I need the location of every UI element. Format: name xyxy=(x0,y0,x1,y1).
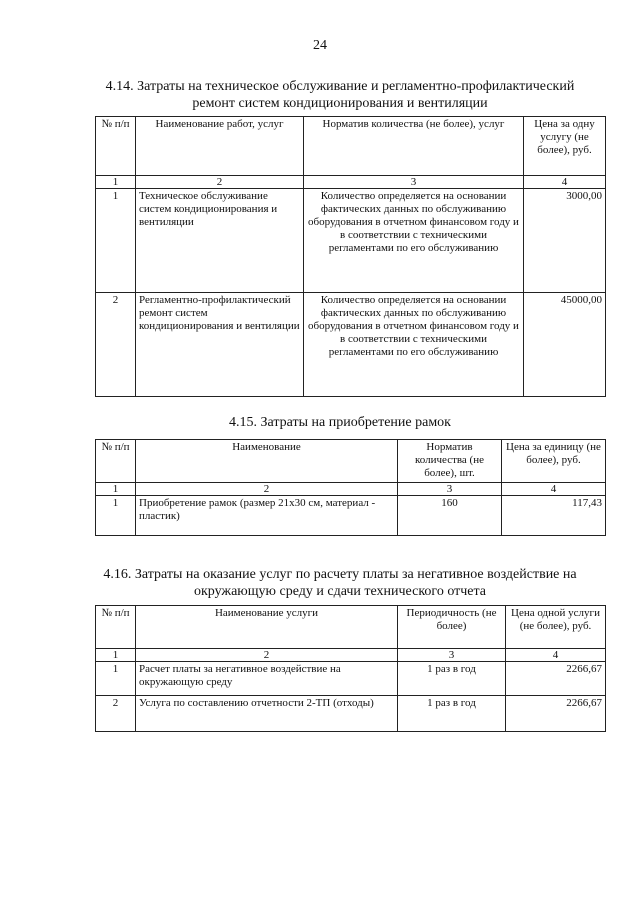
header-norm: Периодичность (не более) xyxy=(398,606,506,649)
table-4-15 xyxy=(95,439,606,536)
col-index: 1 xyxy=(96,176,136,189)
header-name: Наименование xyxy=(136,440,398,483)
column-index-row xyxy=(96,483,606,496)
header-name: Наименование работ, услуг xyxy=(136,117,304,176)
row-name: Приобретение рамок (размер 21х30 см, материал - пластик) xyxy=(136,496,398,536)
header-norm: Норматив количества (не более), услуг xyxy=(304,117,524,176)
page-number: 24 xyxy=(313,38,327,53)
row-name: Услуга по составлению отчетности 2-ТП (отходы) xyxy=(136,696,398,732)
header-price: Цена одной услуги (не более), руб. xyxy=(506,606,606,649)
table-row xyxy=(96,496,606,536)
col-index: 4 xyxy=(524,176,606,189)
table-row xyxy=(96,293,606,397)
table-4-14 xyxy=(95,116,606,397)
col-index: 1 xyxy=(96,649,136,662)
row-num: 2 xyxy=(96,696,136,732)
row-name: Расчет платы за негативное воздействие на окружающую среду xyxy=(136,662,398,696)
header-name: Наименование услуги xyxy=(136,606,398,649)
col-index: 3 xyxy=(398,483,502,496)
col-index: 2 xyxy=(136,483,398,496)
row-norm: 160 xyxy=(398,496,502,536)
table-row xyxy=(96,696,606,732)
table-header-row xyxy=(96,117,606,176)
row-name: Регламентно-профилактический ремонт систем кондиционирования и вентиляции xyxy=(136,293,304,397)
header-num: № п/п xyxy=(96,440,136,483)
col-index: 4 xyxy=(506,649,606,662)
table-4-16 xyxy=(95,605,606,732)
header-norm: Норматив количества (не более), шт. xyxy=(398,440,502,483)
table-row xyxy=(96,662,606,696)
row-norm: 1 раз в год xyxy=(398,662,506,696)
col-index: 1 xyxy=(96,483,136,496)
row-num: 1 xyxy=(96,189,136,293)
header-price: Цена за одну услугу (не более), руб. xyxy=(524,117,606,176)
column-index-row xyxy=(96,649,606,662)
table-header-row xyxy=(96,440,606,483)
section-4-16-title-line2: окружающую среду и сдачи технического отчета xyxy=(193,584,487,599)
row-norm: 1 раз в год xyxy=(398,696,506,732)
row-norm: Количество определяется на основании фактических данных по обслуживанию оборудования в отчетном финансовом году и в соответствии с техническими регламентами по его обслуживанию xyxy=(304,293,524,397)
col-index: 3 xyxy=(304,176,524,189)
col-index: 2 xyxy=(136,176,304,189)
table-row xyxy=(96,189,606,293)
row-norm: Количество определяется на основании фактических данных по обслуживанию оборудования в отчетном финансовом году и в соответствии с техническими регламентами по его обслуживанию xyxy=(304,189,524,293)
row-num: 1 xyxy=(96,496,136,536)
row-price: 117,43 xyxy=(502,496,606,536)
row-price: 3000,00 xyxy=(524,189,606,293)
row-name: Техническое обслуживание систем кондиционирования и вентиляции xyxy=(136,189,304,293)
row-price: 45000,00 xyxy=(524,293,606,397)
header-price: Цена за единицу (не более), руб. xyxy=(502,440,606,483)
col-index: 2 xyxy=(136,649,398,662)
row-price: 2266,67 xyxy=(506,662,606,696)
section-4-14-title-line2: ремонт систем кондиционирования и вентиляции xyxy=(192,96,488,111)
section-4-14-title-line1: 4.14. Затраты на техническое обслуживание и регламентно-профилактический xyxy=(105,79,575,94)
row-price: 2266,67 xyxy=(506,696,606,732)
col-index: 4 xyxy=(502,483,606,496)
table-header-row xyxy=(96,606,606,649)
section-4-15-title: 4.15. Затраты на приобретение рамок xyxy=(229,415,451,430)
section-4-16-title xyxy=(70,566,610,600)
row-num: 1 xyxy=(96,662,136,696)
section-4-14-title xyxy=(70,78,610,112)
col-index: 3 xyxy=(398,649,506,662)
section-4-16-title-line1: 4.16. Затраты на оказание услуг по расчету платы за негативное воздействие на xyxy=(103,567,577,582)
column-index-row xyxy=(96,176,606,189)
header-num: № п/п xyxy=(96,606,136,649)
row-num: 2 xyxy=(96,293,136,397)
header-num: № п/п xyxy=(96,117,136,176)
